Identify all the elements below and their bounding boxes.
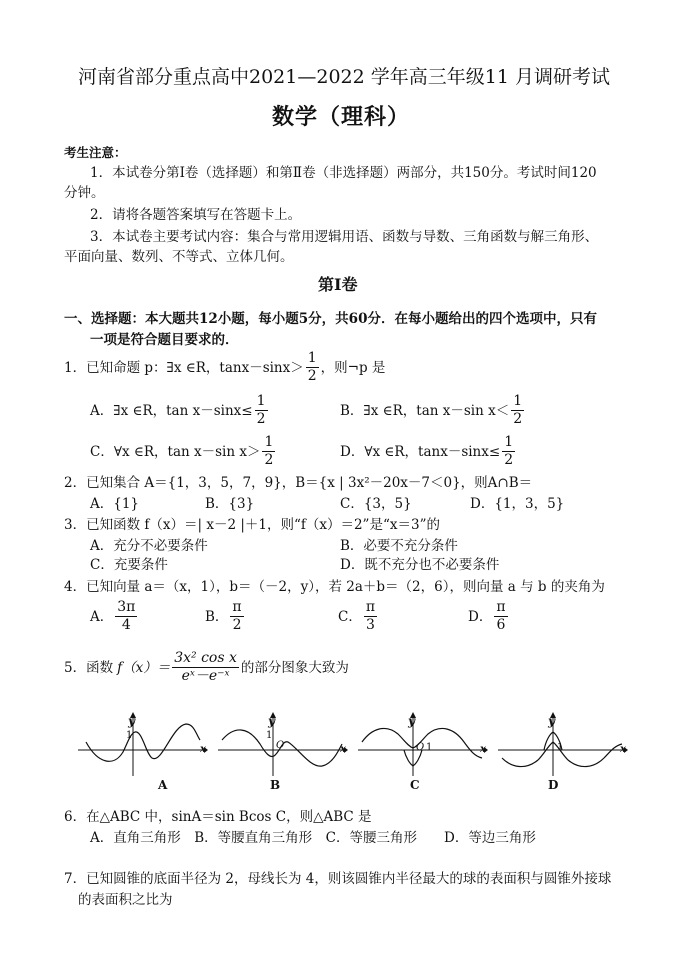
q5-graph-a	[78, 712, 208, 778]
q5-b-origin: O	[276, 740, 285, 751]
q4-option-a	[90, 599, 139, 634]
q5-d-axis-x: x	[620, 744, 626, 755]
q1-option-d-text: D．∀x ∈R，tanx－sinx≤	[340, 443, 501, 460]
q4-b-num: π	[232, 599, 242, 615]
q1-c-num: 1	[264, 434, 274, 450]
q4-a-den: 4	[121, 617, 131, 633]
q5-label-b: B	[270, 778, 281, 792]
q5-label-a: A	[158, 778, 168, 792]
q1-option-c	[90, 434, 277, 469]
q1-option-b-text: B．∃x ∈R，tan x－sin x＜	[340, 402, 510, 419]
q4-b-label: B．	[205, 608, 229, 625]
question-2-stem: 2．已知集合 A＝{1，3，5，7，9}，B＝{x | 3x²－20x－7＜0}，则A∩B＝	[64, 475, 533, 491]
q1-c-den: 2	[264, 452, 274, 468]
q4-a-fraction	[115, 599, 137, 634]
q1-stem-tail: ，则¬p 是	[320, 359, 386, 376]
q4-option-b	[205, 599, 246, 634]
q5-b-axis-x: x	[340, 744, 346, 755]
q1-c-fraction	[262, 434, 275, 469]
q1-fraction	[306, 350, 319, 385]
q5-fraction	[172, 650, 239, 685]
q5-num: 3x² cos x	[174, 650, 237, 666]
q4-c-num: π	[365, 599, 376, 615]
q1-option-b	[340, 393, 526, 428]
notice-heading: 考生注意：	[64, 145, 127, 160]
q4-d-den: 6	[496, 617, 506, 633]
q5-function-name: f（x）＝	[117, 659, 171, 676]
q5-label-d: D	[548, 778, 559, 792]
q1-stem-text: 1．已知命题 p：∃x ∈R，tanx－sinx＞	[64, 359, 304, 376]
notice-item-1-cont: 分钟。	[64, 185, 105, 201]
notice-item-3: 3．本试卷主要考试内容：集合与常用逻辑用语、函数与导数、三角函数与解三角形、	[90, 229, 599, 245]
q5-a-axis-y: y	[128, 714, 135, 728]
notice-item-3-cont: 平面向量、数列、不等式、立体几何。	[64, 249, 294, 265]
q4-c-den: 3	[365, 617, 375, 633]
q2-option-b: B．{3}	[205, 496, 255, 512]
q5-stem-text: 5．函数	[64, 659, 114, 676]
section-intro: 一、选择题：本大题共12小题，每小题5分，共60分．在每小题给出的四个选项中，只有	[64, 311, 597, 327]
q1-b-den: 2	[513, 411, 523, 427]
q1-option-a	[90, 393, 270, 428]
q3-option-b: B．必要不充分条件	[340, 538, 458, 554]
q4-d-num: π	[496, 599, 506, 615]
q4-a-label: A．	[90, 608, 114, 625]
q3-option-d: D．既不充分也不必要条件	[340, 557, 500, 573]
q1-d-fraction	[502, 434, 515, 469]
question-7-stem-cont: 的表面积之比为	[78, 892, 173, 908]
notice-item-2: 2．请将各题答案填写在答题卡上。	[90, 207, 302, 223]
q5-c-origin: O	[416, 742, 425, 753]
question-4-stem: 4．已知向量 a＝（x，1），b＝（－2，y），若 2a＋b＝（2，6），则向量 a 与 b 的夹角为	[64, 579, 605, 595]
q5-b-axis-y: y	[268, 714, 275, 728]
q5-a-axis-x: x	[200, 744, 206, 755]
q1-frac-den: 2	[307, 368, 317, 384]
q4-option-d	[468, 599, 510, 634]
q2-option-a: A．{1}	[90, 496, 140, 512]
q1-option-d	[340, 434, 517, 469]
notice-item-1: 1．本试卷分第Ⅰ卷（选择题）和第Ⅱ卷（非选择题）两部分，共150分。考试时间120	[90, 165, 597, 181]
q4-c-fraction	[364, 599, 377, 634]
q1-d-den: 2	[504, 452, 514, 468]
q4-c-label: C．	[338, 608, 362, 625]
question-6-stem: 6．在△ABC 中，sinA＝sin Bcos C，则△ABC 是	[64, 809, 372, 825]
q1-b-num: 1	[513, 393, 523, 409]
question-3-stem: 3．已知函数 f（x）＝| x－2 |＋1，则“f（x）＝2”是“x＝3”的	[64, 517, 440, 533]
q1-option-c-text: C．∀x ∈R，tan x－sin x＞	[90, 443, 261, 460]
q6-options: A．直角三角形 B．等腰直角三角形 C．等腰三角形 D．等边三角形	[90, 830, 536, 846]
q3-option-a: A．充分不必要条件	[90, 538, 208, 554]
q1-a-num: 1	[256, 393, 266, 409]
q2-option-d: D．{1，3，5}	[470, 496, 565, 512]
q5-stem-tail: 的部分图象大致为	[240, 659, 349, 676]
subject-title: 数学（理科）	[272, 104, 411, 130]
q5-c-tick: 1	[426, 742, 433, 753]
q4-a-num: 3π	[117, 599, 136, 615]
question-7-stem: 7．已知圆锥的底面半径为 2，母线长为 4，则该圆锥内半径最大的球的表面积与圆锥外接球	[64, 871, 612, 887]
section-title: 第Ⅰ卷	[318, 275, 358, 294]
section-intro-cont: 一项是符合题目要求的．	[90, 332, 239, 348]
q1-b-fraction	[511, 393, 524, 428]
question-5-stem	[64, 650, 349, 685]
q5-c-axis-y: y	[408, 714, 415, 728]
q3-option-c: C．充要条件	[90, 557, 168, 573]
question-1-stem	[64, 350, 385, 385]
q5-label-c: C	[410, 778, 420, 792]
q5-c-axis-x: x	[480, 744, 486, 755]
q5-d-tick: 1	[557, 742, 564, 753]
q1-option-a-text: A．∃x ∈R，tan x－sinx≤	[90, 402, 253, 419]
q4-b-fraction	[230, 599, 243, 634]
q1-a-den: 2	[256, 411, 266, 427]
q5-a-tick: 1	[126, 730, 133, 741]
q5-b-tick: 1	[266, 730, 273, 741]
q2-option-c: C．{3，5}	[340, 496, 412, 512]
q4-option-c	[338, 599, 379, 634]
q1-d-num: 1	[504, 434, 514, 450]
q1-a-fraction	[255, 393, 268, 428]
q5-d-axis-y: y	[548, 714, 555, 728]
q4-d-fraction	[494, 599, 507, 634]
q1-frac-num: 1	[307, 350, 317, 366]
q4-b-den: 2	[232, 617, 242, 633]
q5-den: eˣ－e⁻ˣ	[181, 668, 230, 684]
exam-title: 河南省部分重点高中2021—2022 学年高三年级11 月调研考试	[78, 66, 610, 88]
q4-d-label: D．	[468, 608, 493, 625]
